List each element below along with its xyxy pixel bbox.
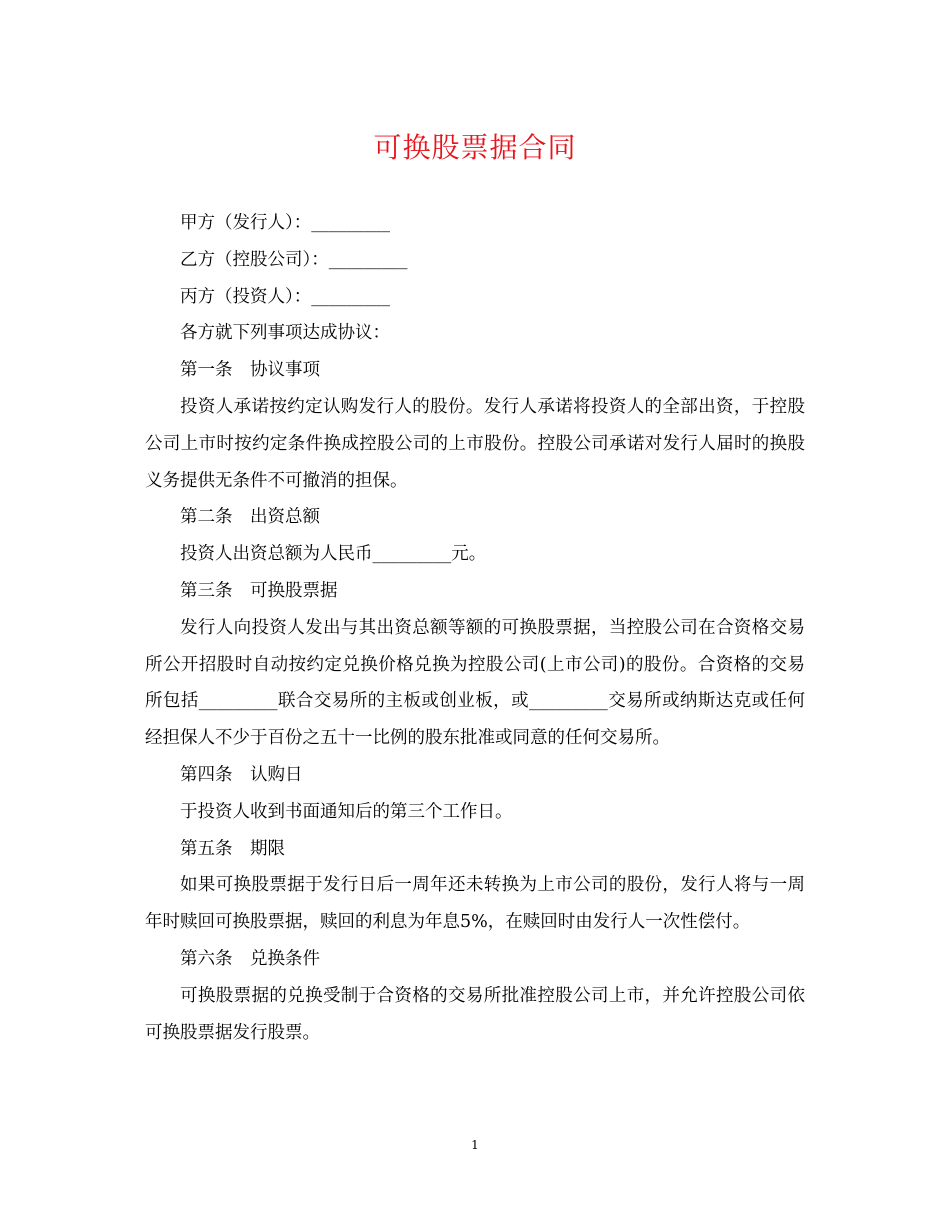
party-b-line: 乙方（控股公司）：_________ [180, 249, 408, 270]
article-6-body: 可换股票据的兑换受制于合资格的交易所批准控股公司上市，并允许控股公司依可换股票据发行股票。 [145, 985, 805, 1043]
party-a-line: 甲方（发行人）：_________ [180, 213, 390, 233]
article-4-body: 于投资人收到书面通知后的第三个工作日。 [180, 801, 513, 822]
article-5-heading: 第五条 期限 [180, 838, 285, 859]
party-c-line: 丙方（投资人）：_________ [180, 286, 390, 307]
article-3-body: 发行人向投资人发出与其出资总额等额的可换股票据，当控股公司在合资格交易所公开招股时自动按约定兑换价格兑换为控股公司(上市公司)的股份。合资格的交易所包括_________联合交易所的主板或创业板，或_________交易所或纳斯达克或任何经担保人不少于百份之五十一比例的股东批准或同意的任何交易所。 [145, 617, 805, 749]
article-1-heading: 第一条 协议事项 [180, 360, 320, 381]
article-5-body: 如果可换股票据于发行日后一周年还未转换为上市公司的股份，发行人将与一周年时赎回可换股票据，赎回的利息为年息5%，在赎回时由发行人一次性偿付。 [145, 875, 805, 933]
article-1-body: 投资人承诺按约定认购发行人的股份。发行人承诺将投资人的全部出资，于控股公司上市时按约定条件换成控股公司的上市股份。控股公司承诺对发行人届时的换股义务提供无条件不可撤消的担保。 [145, 396, 805, 491]
document-title: 可换股票据合同 [373, 131, 577, 164]
article-4-heading: 第四条 认购日 [180, 764, 303, 785]
document-body [145, 205, 805, 1051]
article-3-heading: 第三条 可换股票据 [180, 580, 338, 601]
agreement-intro: 各方就下列事项达成协议： [180, 323, 390, 344]
article-2-heading: 第二条 出资总额 [180, 507, 320, 528]
page-number: 1 [471, 1138, 479, 1152]
article-2-body: 投资人出资总额为人民币_________元。 [180, 544, 487, 565]
article-6-heading: 第六条 兑换条件 [180, 948, 320, 969]
